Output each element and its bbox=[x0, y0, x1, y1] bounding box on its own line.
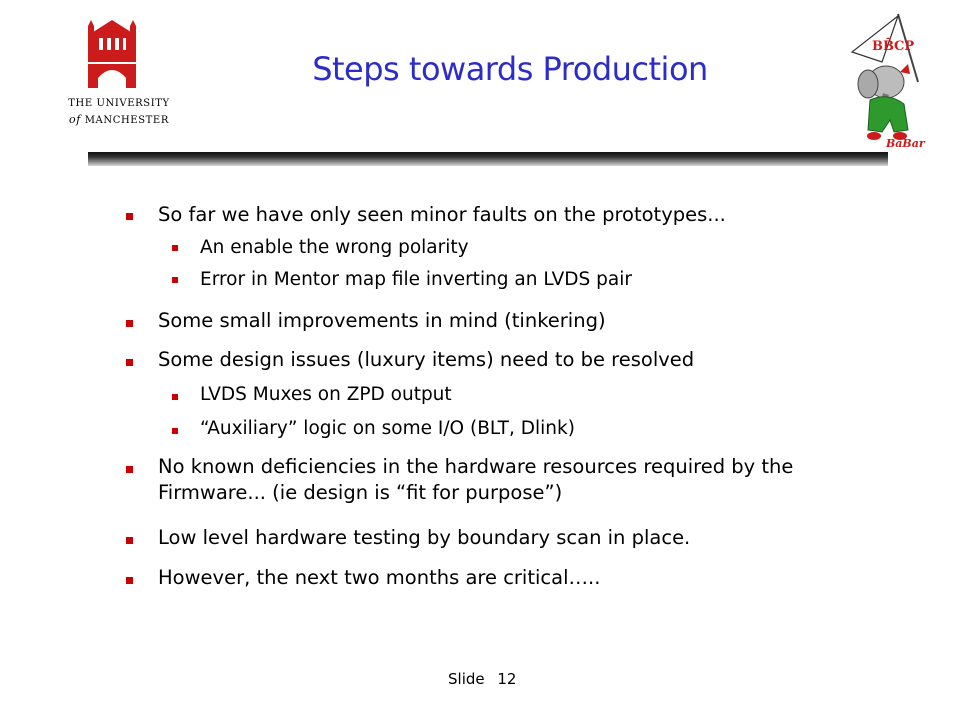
list-item: Low level hardware testing by boundary scan in place. bbox=[158, 526, 691, 549]
logo-text-university: THE UNIVERSITY bbox=[68, 98, 170, 109]
title-divider bbox=[88, 152, 888, 166]
bullet-marker bbox=[126, 466, 133, 473]
slide-footer bbox=[448, 670, 516, 688]
list-item bbox=[158, 454, 858, 506]
bullet-marker bbox=[172, 277, 178, 283]
bullet-marker bbox=[126, 320, 133, 327]
list-item-text: No known deficiencies in the hardware resources required by the Firmware... (ie design is “fit for purpose”) bbox=[158, 455, 794, 504]
bullet-marker bbox=[126, 537, 133, 544]
list-item: Some design issues (luxury items) need to be resolved bbox=[158, 348, 695, 371]
logo-text-of: of bbox=[69, 113, 81, 126]
list-item: However, the next two months are critical….. bbox=[158, 566, 601, 589]
slide-number: 12 bbox=[497, 670, 517, 688]
bullet-marker bbox=[126, 359, 133, 366]
babar-logo-icon bbox=[838, 12, 930, 150]
babar-name-text: BaBar bbox=[886, 137, 925, 150]
list-item: Some small improvements in mind (tinkering) bbox=[158, 309, 606, 332]
university-crest-icon bbox=[84, 18, 140, 88]
university-logo bbox=[64, 18, 174, 140]
list-item: So far we have only seen minor faults on the prototypes... bbox=[158, 203, 726, 226]
list-item: LVDS Muxes on ZPD output bbox=[200, 384, 452, 405]
page-title: Steps towards Production bbox=[312, 50, 708, 88]
bullet-marker bbox=[172, 245, 178, 251]
babar-banner-text: BB̄CP bbox=[872, 39, 915, 54]
list-item: “Auxiliary” logic on some I/O (BLT, Dlink) bbox=[200, 418, 575, 439]
logo-text-manchester bbox=[64, 113, 174, 126]
list-item: An enable the wrong polarity bbox=[200, 237, 469, 258]
logo-text-city: MANCHESTER bbox=[84, 115, 169, 126]
bullet-marker bbox=[126, 213, 133, 220]
bullet-marker bbox=[172, 428, 178, 434]
list-item: Error in Mentor map file inverting an LVDS pair bbox=[200, 269, 632, 290]
bullet-marker bbox=[172, 394, 178, 400]
bullet-marker bbox=[126, 577, 133, 584]
slide-label: Slide bbox=[448, 670, 485, 688]
